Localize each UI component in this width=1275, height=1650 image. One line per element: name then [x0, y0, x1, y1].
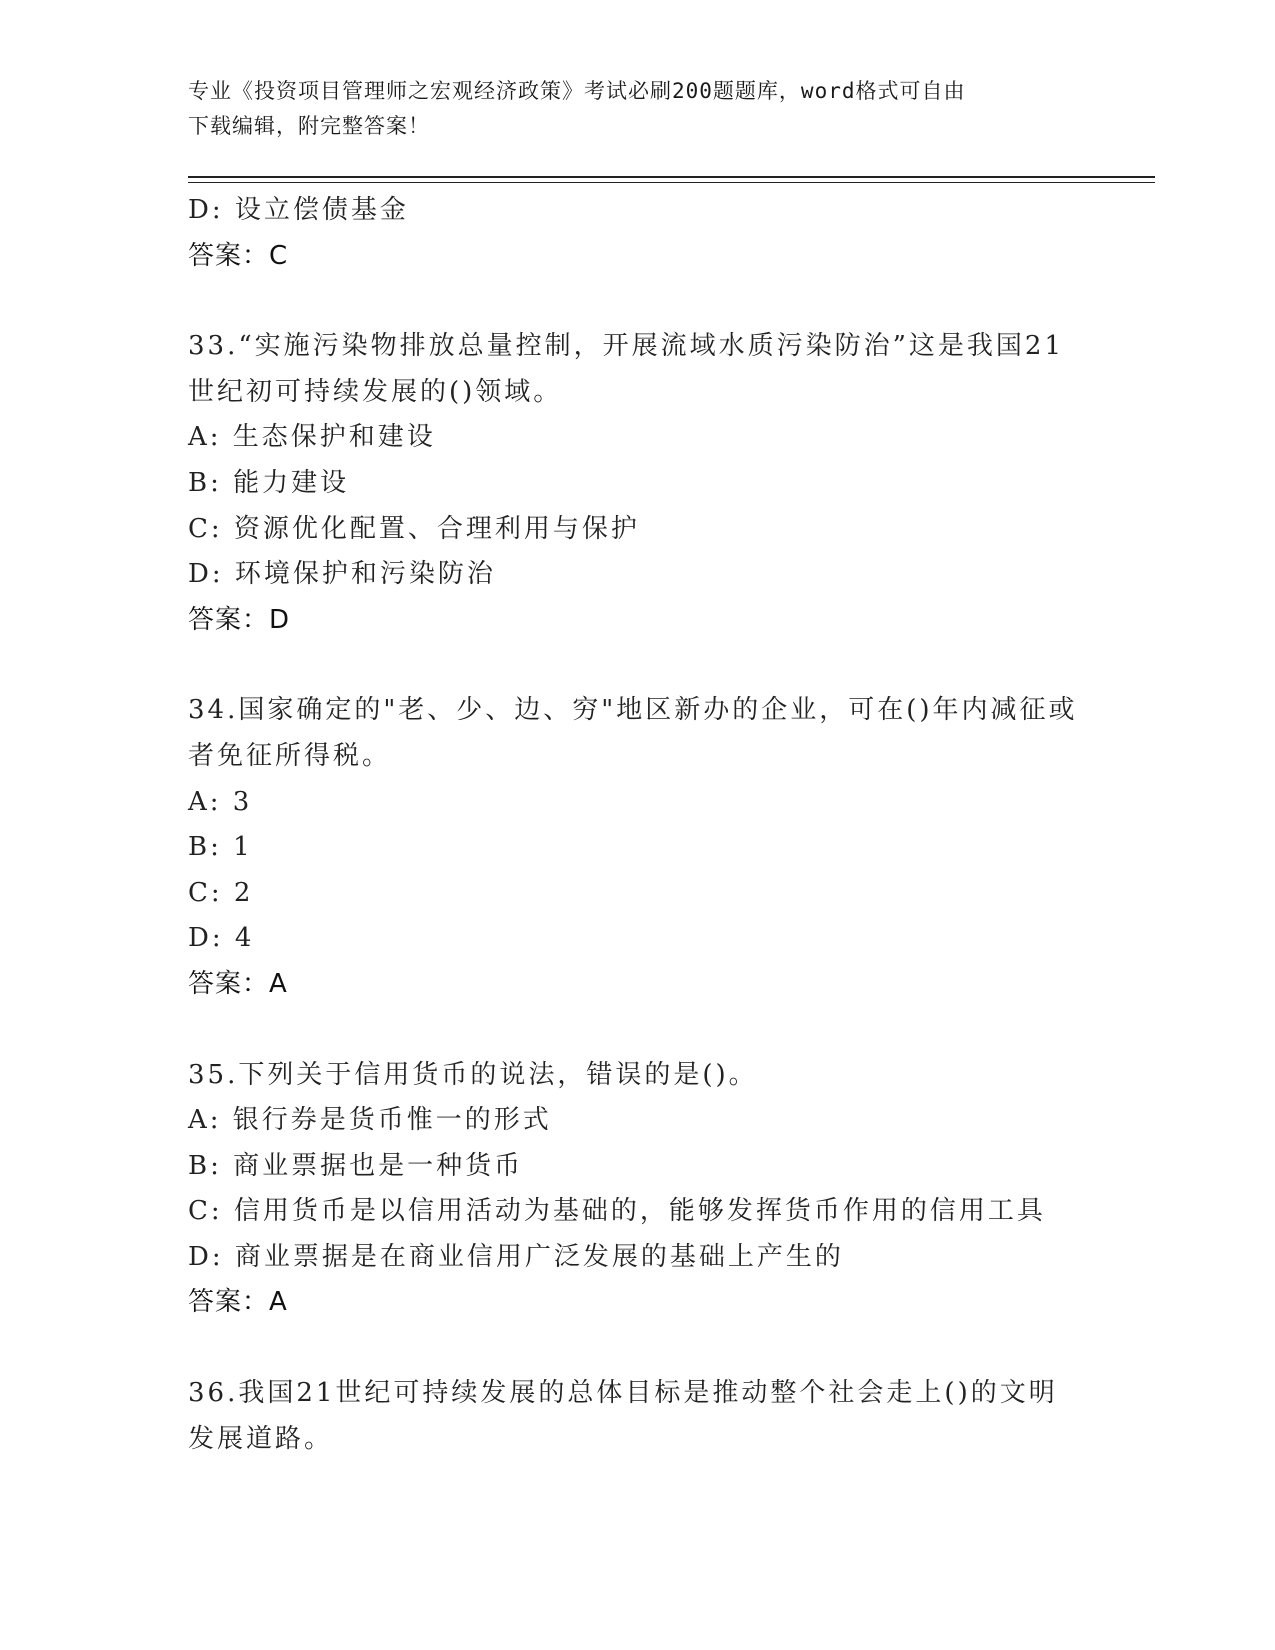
document-body: [188, 188, 1088, 1462]
question-36: [188, 1371, 1088, 1462]
option-a: A: 生态保护和建设: [188, 422, 436, 453]
question-33: [188, 324, 1088, 643]
option-d: D: 环境保护和污染防治: [188, 559, 496, 590]
question-35: [188, 1053, 1088, 1327]
spacer: [188, 643, 1088, 688]
question-stem-continued: 发展道路。: [188, 1423, 334, 1454]
question-stem: 36.我国21世纪可持续发展的总体目标是推动整个社会走上()的文明: [188, 1378, 1058, 1409]
spacer: [188, 1326, 1088, 1371]
spacer: [188, 1008, 1088, 1053]
header-divider-thick: [188, 176, 1155, 178]
question-34: [188, 688, 1088, 1007]
option-b: B: 能力建设: [188, 467, 350, 498]
option-d: D: 商业票据是在商业信用广泛发展的基础上产生的: [188, 1241, 844, 1272]
answer-line: 答案：A: [188, 1287, 288, 1318]
option-c: C: 2: [188, 877, 254, 908]
answer-line: 答案：A: [188, 968, 288, 999]
option-b: B: 商业票据也是一种货币: [188, 1150, 524, 1181]
question-32-tail: [188, 188, 1088, 279]
option-d: D: 设立偿债基金: [188, 195, 409, 225]
header-line-1: 专业《投资项目管理师之宏观经济政策》考试必刷200题题库，word格式可自由: [188, 79, 966, 103]
answer-line: 答案：D: [188, 604, 291, 635]
option-b: B: 1: [188, 832, 253, 863]
option-d: D: 4: [188, 923, 255, 954]
question-stem: 33.“实施污染物排放总量控制，开展流域水质污染防治”这是我国21: [188, 331, 1065, 362]
answer-line: 答案：C: [188, 240, 289, 271]
header-line-2: 下载编辑，附完整答案！: [188, 114, 430, 138]
spacer: [188, 279, 1088, 324]
option-c: C: 资源优化配置、合理利用与保护: [188, 513, 640, 544]
question-stem-continued: 世纪初可持续发展的()领域。: [188, 376, 563, 407]
page-header: [188, 74, 1078, 144]
option-a: A: 3: [188, 786, 253, 817]
header-divider-thin: [188, 182, 1155, 183]
option-a: A: 银行券是货币惟一的形式: [188, 1105, 552, 1136]
option-c: C: 信用货币是以信用活动为基础的，能够发挥货币作用的信用工具: [188, 1196, 1046, 1227]
question-stem: 34.国家确定的"老、少、边、穷"地区新办的企业，可在()年内减征或: [188, 695, 1078, 726]
question-stem-continued: 者免征所得税。: [188, 740, 392, 771]
question-stem: 35.下列关于信用货币的说法，错误的是()。: [188, 1059, 758, 1090]
